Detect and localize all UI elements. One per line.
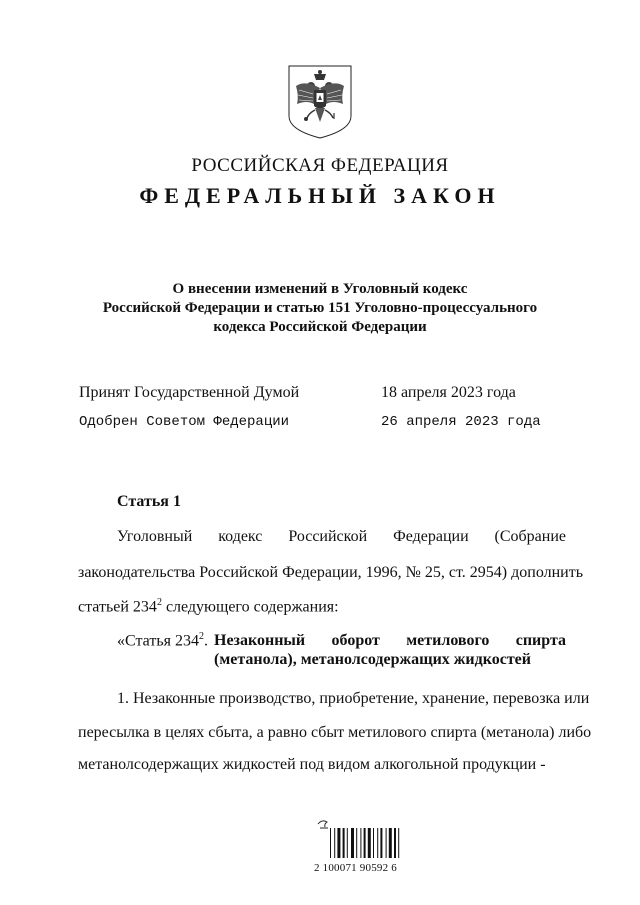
article-1-text-fragment: следующего содержания:: [161, 598, 339, 616]
article-label-text: «Статья 234: [117, 632, 199, 650]
adoption-duma-date: 18 апреля 2023 года: [381, 384, 516, 401]
article-234-2-title: [214, 631, 566, 669]
article-1-text-line: Уголовный кодекс Российской Федерации (Собрание: [117, 528, 566, 545]
approval-council-date: 26 апреля 2023 года: [381, 414, 541, 430]
article-1-heading: Статья 1: [117, 493, 181, 510]
law-title: [80, 280, 560, 337]
superscript: 2: [156, 597, 162, 608]
article-label-text: .: [203, 632, 208, 650]
superscript: 2: [198, 631, 204, 642]
law-title-line: кодекса Российской Федерации: [213, 319, 427, 335]
adoption-duma-label: Принят Государственной Думой: [79, 384, 300, 401]
article-234-2-text-line: пересылка в целях сбыта, а равно сбыт метилового спирта (метанола) либо: [78, 724, 592, 741]
law-title-line: Российской Федерации и статью 151 Уголовно-процессуального: [102, 300, 538, 316]
article-234-2-label: [117, 631, 208, 650]
law-title-line: О внесении изменений в Уголовный кодекс: [172, 281, 468, 297]
article-234-2-title-line: Незаконный оборот метилового спирта: [214, 632, 566, 649]
article-234-2-text-line: 1. Незаконные производство, приобретение, хранение, перевозка или: [117, 690, 590, 707]
barcode-number: 2 100071 90592 6: [314, 862, 397, 874]
article-234-2-title-line: (метанола), метанолсодержащих жидкостей: [214, 651, 531, 668]
article-234-2-text-line: метанолсодержащих жидкостей под видом алкогольной продукции -: [78, 756, 546, 773]
country-name: РОССИЙСКАЯ ФЕДЕРАЦИЯ: [191, 155, 449, 176]
law-type-heading: ФЕДЕРАЛЬНЫЙ ЗАКОН: [139, 183, 501, 208]
article-1-text-line: законодательства Российской Федерации, 1996, № 25, ст. 2954) дополнить: [78, 564, 584, 581]
barcode: [314, 818, 400, 862]
coat-of-arms-icon: [287, 64, 353, 140]
article-1-text-fragment: статьей 234: [78, 598, 157, 616]
approval-council-label: Одобрен Советом Федерации: [79, 414, 290, 430]
article-1-text-line: [78, 597, 339, 616]
